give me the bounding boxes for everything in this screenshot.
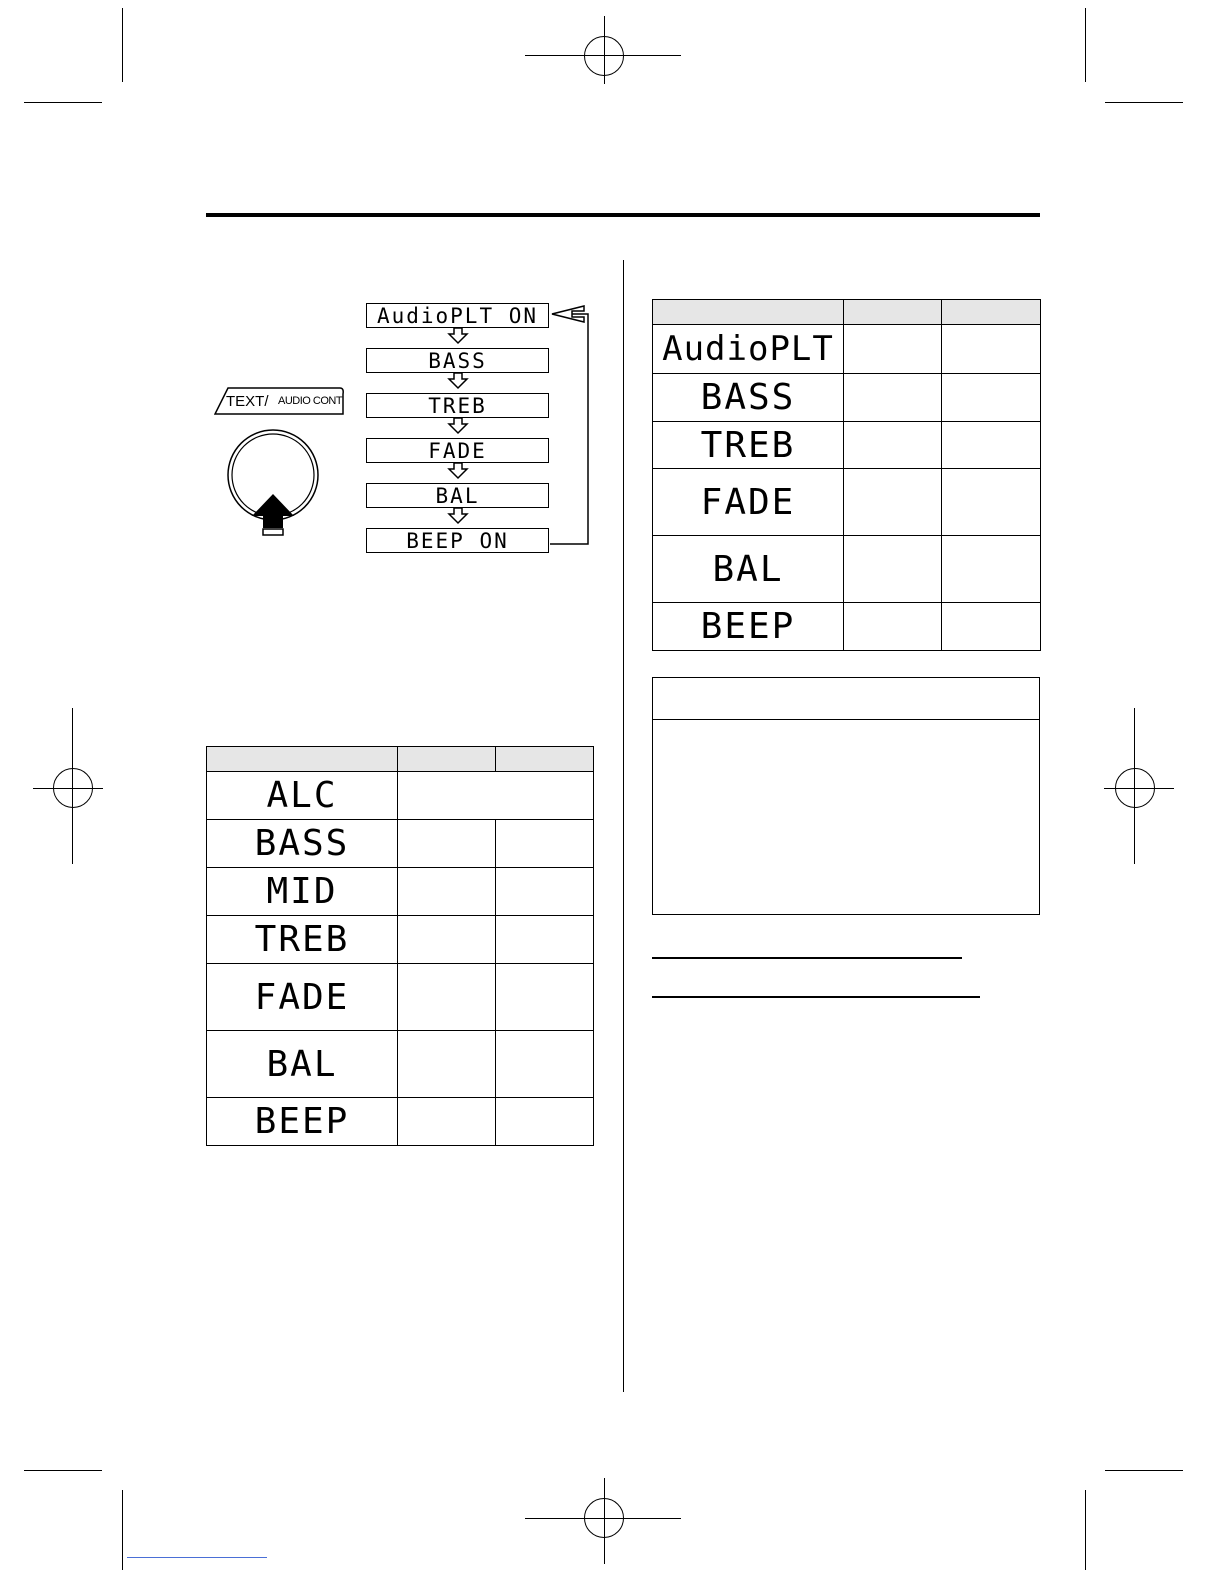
- table-cell: [398, 1098, 496, 1146]
- table-row: [207, 964, 594, 1031]
- table-row: [207, 820, 594, 868]
- registration-target: [33, 788, 103, 789]
- heading-underline: [652, 957, 962, 959]
- row-label-bal: BAL: [653, 536, 844, 603]
- row-label-fade: FADE: [207, 964, 398, 1031]
- table-cell: [844, 422, 942, 469]
- table-row: [207, 868, 594, 916]
- table-cell: [398, 1031, 496, 1098]
- table-row: [207, 1031, 594, 1098]
- row-label-alc: ALC: [207, 772, 398, 820]
- table-cell: [496, 1031, 594, 1098]
- table-cell: [496, 1098, 594, 1146]
- registration-target: [604, 1478, 605, 1564]
- table-cell: [496, 820, 594, 868]
- table-header-row: [653, 300, 1041, 325]
- menu-item-treb: TREB: [366, 393, 549, 418]
- table-row: [653, 469, 1041, 536]
- crop-mark: [24, 1470, 102, 1471]
- row-label-bass: BASS: [207, 820, 398, 868]
- table-cell: [844, 603, 942, 651]
- down-arrow-icon: [447, 417, 469, 435]
- row-label-treb: TREB: [653, 422, 844, 469]
- table-header-row: [207, 747, 594, 772]
- table-cell: [844, 325, 942, 374]
- registration-target: [525, 55, 681, 56]
- heading-underline: [652, 996, 980, 998]
- crop-mark: [122, 8, 123, 82]
- table-row: [653, 603, 1041, 651]
- down-arrow-icon: [447, 327, 469, 345]
- row-label-beep: BEEP: [653, 603, 844, 651]
- registration-target: [604, 16, 605, 84]
- down-arrow-icon: [447, 507, 469, 525]
- row-label-audioplt: AudioPLT: [653, 325, 844, 374]
- registration-target: [525, 1518, 681, 1519]
- row-label-bal: BAL: [207, 1031, 398, 1098]
- table-row: [653, 536, 1041, 603]
- table-cell: [942, 374, 1041, 422]
- table-row: [207, 916, 594, 964]
- table-header-cell: [942, 300, 1041, 325]
- table-header-cell: [398, 747, 496, 772]
- crop-mark: [1105, 1470, 1183, 1471]
- return-loop-arrow: [548, 304, 594, 554]
- table-cell: [942, 603, 1041, 651]
- column-divider: [623, 260, 624, 1392]
- menu-item-bass: BASS: [366, 348, 549, 373]
- row-label-beep: BEEP: [207, 1098, 398, 1146]
- registration-target: [1134, 708, 1135, 864]
- table-cell: [496, 868, 594, 916]
- note-box: [652, 677, 1040, 915]
- audio-settings-table-right: [652, 299, 1041, 651]
- table-cell: [844, 536, 942, 603]
- table-header-cell: [207, 747, 398, 772]
- down-arrow-icon: [447, 372, 469, 390]
- table-cell: [942, 469, 1041, 536]
- row-label-bass: BASS: [653, 374, 844, 422]
- down-arrow-icon: [447, 462, 469, 480]
- table-cell: [942, 325, 1041, 374]
- table-cell: [844, 469, 942, 536]
- table-header-cell: [653, 300, 844, 325]
- menu-item-bal: BAL: [366, 483, 549, 508]
- table-cell: [942, 422, 1041, 469]
- table-cell: [942, 536, 1041, 603]
- table-cell: [398, 916, 496, 964]
- menu-item-beep-on: BEEP ON: [366, 528, 549, 553]
- table-row: [207, 1098, 594, 1146]
- menu-item-audioplt-on: AudioPLT ON: [366, 303, 549, 328]
- row-label-fade: FADE: [653, 469, 844, 536]
- table-row: [653, 422, 1041, 469]
- table-cell: [398, 868, 496, 916]
- crop-mark: [122, 1490, 123, 1570]
- table-header-cell: [496, 747, 594, 772]
- row-label-mid: MID: [207, 868, 398, 916]
- control-label-text: TEXT/: [226, 393, 269, 410]
- crop-mark: [1085, 1490, 1086, 1570]
- footer-link-underline: [127, 1557, 267, 1558]
- registration-target: [72, 708, 73, 864]
- table-cell: [844, 374, 942, 422]
- menu-item-fade: FADE: [366, 438, 549, 463]
- crop-mark: [1085, 8, 1086, 82]
- row-label-treb: TREB: [207, 916, 398, 964]
- header-rule: [206, 213, 1040, 217]
- table-row: [207, 772, 594, 820]
- crop-mark: [24, 102, 102, 103]
- table-cell: [398, 772, 594, 820]
- table-row: [653, 325, 1041, 374]
- crop-mark: [1105, 102, 1183, 103]
- table-row: [653, 374, 1041, 422]
- audio-settings-table-left: [206, 746, 594, 1146]
- table-cell: [398, 964, 496, 1031]
- table-header-cell: [844, 300, 942, 325]
- table-cell: [496, 964, 594, 1031]
- table-cell: [496, 916, 594, 964]
- control-label-sub: AUDIO CONT: [278, 395, 343, 407]
- text-audio-cont-label: [214, 386, 344, 416]
- press-arrow-icon: [250, 492, 296, 538]
- table-cell: [398, 820, 496, 868]
- registration-target: [1104, 788, 1174, 789]
- note-box-header: [653, 678, 1039, 720]
